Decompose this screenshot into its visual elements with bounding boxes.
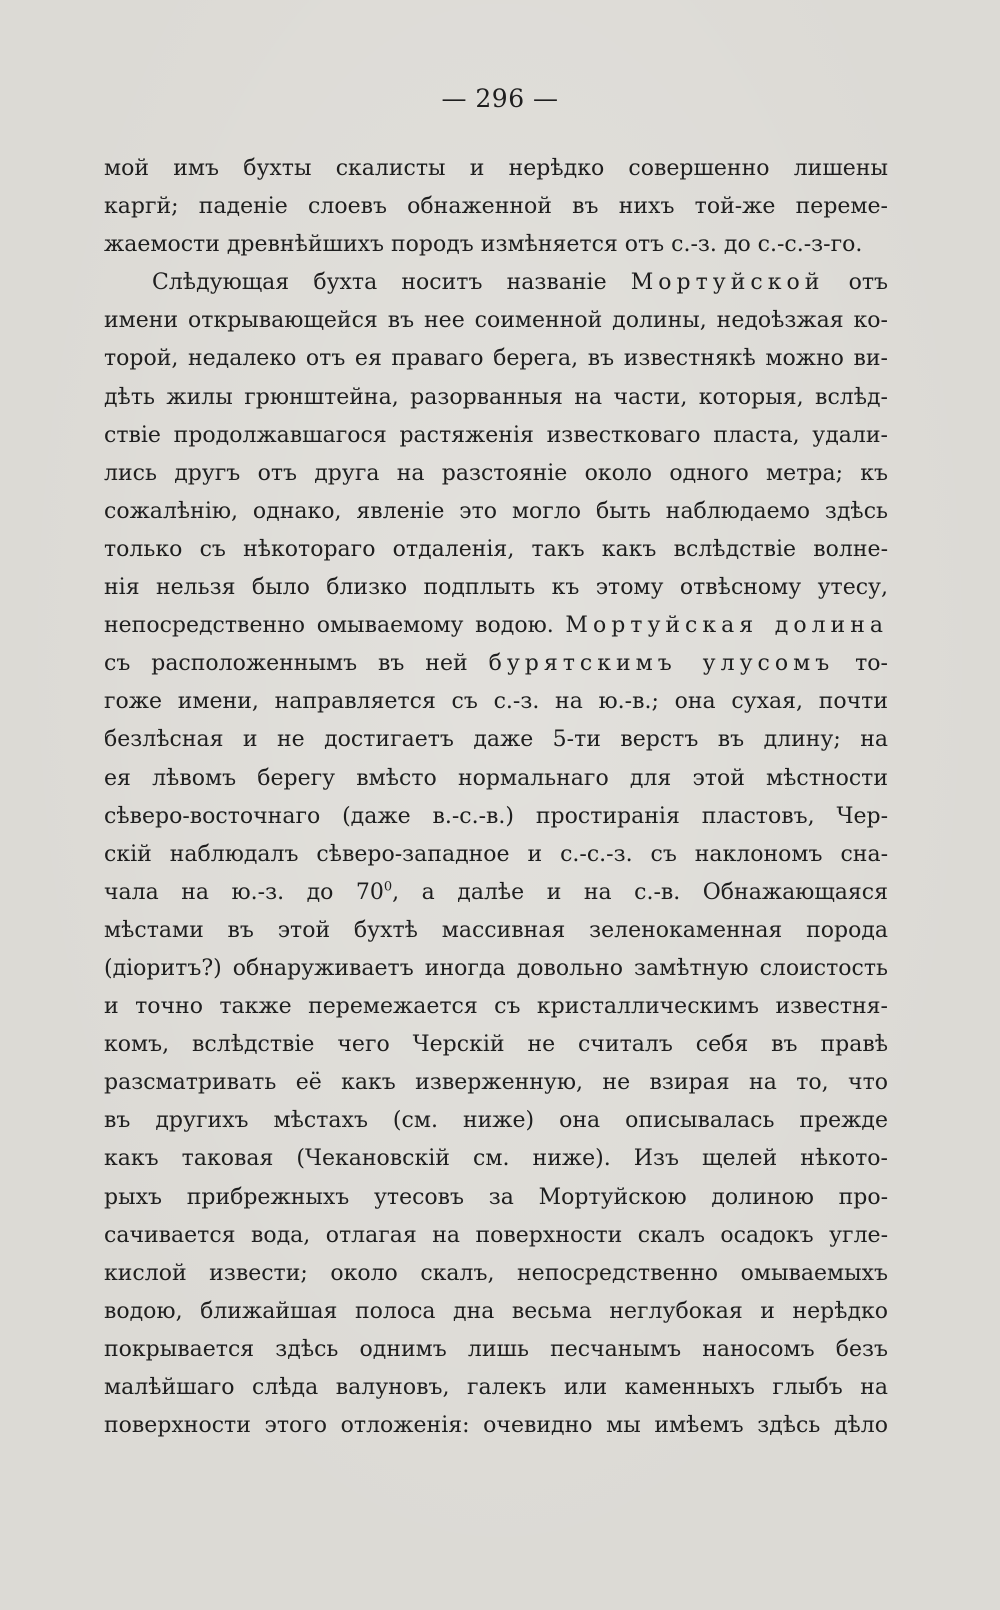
text-line: дѣть жилы грюнштейна, разорванныя на части, которыя, вслѣд- [104,384,888,410]
spaced-name-mortuyskaya: Мортуйской [630,270,825,296]
text-line: только съ нѣкотораго отдаленія, такъ какъ вслѣдствіе волне- [104,536,888,562]
text-line: (діоритъ?) обнаруживаетъ иногда довольно замѣтную слоистость [104,955,888,981]
text-run: непосредственно омываемому водою. [104,613,554,639]
text-run: чала на ю.-з. до 70 [104,879,384,905]
text-line: сачивается вода, отлагая на поверхности скалъ осадокъ угле- [104,1222,888,1248]
text-line: безлѣсная и не достигаетъ даже 5-ти верстъ въ длину; на [104,727,888,753]
text-line: ея лѣвомъ берегу вмѣсто нормальнаго для этой мѣстности [104,765,888,791]
text-line: гоже имени, направляется съ с.-з. на ю.-в.; она сухая, почти [104,689,888,715]
spaced-name-mortuyskaya-dolina: Мортуйская долина [565,613,888,639]
text-line: поверхности этого отложенія: очевидно мы имѣемъ здѣсь дѣло [104,1413,888,1439]
spaced-name-buryat-ulus: бурятскимъ улусомъ [488,651,835,677]
text-line [104,874,888,912]
text-line: жаемости древнѣйшихъ породъ измѣняется отъ с.-з. до с.-с.-з-го. [104,232,863,258]
text-line [104,264,888,302]
text-line: комъ, вслѣдствіе чего Черскій не считалъ себя въ правѣ [104,1032,888,1058]
text-run: отъ [848,270,888,296]
text-line: сожалѣнію, однако, явленіе это могло быть наблюдаемо здѣсь [104,498,888,524]
text-line: рыхъ прибрежныхъ утесовъ за Мортуйскою долиною про- [104,1184,888,1210]
text-line: скій наблюдалъ сѣверо-западное и с.-с.-з. съ наклономъ сна- [104,841,888,867]
body-text [104,150,888,1445]
text-line: сѣверо-восточнаго (даже в.-с.-в.) простиранія пластовъ, Чер- [104,803,888,829]
text-line: водою, ближайшая полоса дна весьма неглубокая и нерѣдко [104,1298,888,1324]
text-line: мой имъ бухты скалисты и нерѣдко совершенно лишены [104,156,888,181]
text-line: въ другихъ мѣстахъ (см. ниже) она описывалась прежде [104,1108,888,1134]
page-number: — 296 — [441,84,559,113]
text-line: кислой извести; около скалъ, непосредственно омываемыхъ [104,1260,888,1286]
text-run: Слѣдующая бухта носитъ названіе [152,270,607,296]
text-run: , а далѣе и на с.-в. Обнажающаяся [392,879,888,905]
text-run: то- [855,651,888,677]
text-line: торой, недалеко отъ ея праваго берега, въ известнякѣ можно ви- [104,346,888,372]
text-line: ствіе продолжавшагося растяженія известковаго пласта, удали- [104,422,888,448]
text-line [104,607,888,645]
text-line: имени открывающейся въ нее соименной долины, недоѣзжая ко- [104,308,888,334]
text-line: мѣстами въ этой бухтѣ массивная зеленокаменная порода [104,917,888,943]
text-line: нія нельзя было близко подплыть къ этому отвѣсному утесу, [104,575,888,601]
text-line: какъ таковая (Чекановскій см. ниже). Изъ щелей нѣкото- [104,1146,888,1172]
text-line: разсматривать её какъ изверженную, не взирая на то, что [104,1070,888,1096]
text-run: съ расположеннымъ въ ней [104,651,468,677]
text-line [104,645,888,683]
degree-superscript: 0 [383,879,393,895]
text-line: лись другъ отъ друга на разстояніе около одного метра; къ [104,460,888,486]
text-line: покрывается здѣсь однимъ лишь песчанымъ наносомъ безъ [104,1336,888,1362]
text-line: и точно также перемежается съ кристаллическимъ известня- [104,994,888,1020]
text-line: каргй; паденіе слоевъ обнаженной въ нихъ той-же переме- [104,194,888,220]
text-line: малѣйшаго слѣда валуновъ, галекъ или каменныхъ глыбъ на [104,1375,888,1400]
